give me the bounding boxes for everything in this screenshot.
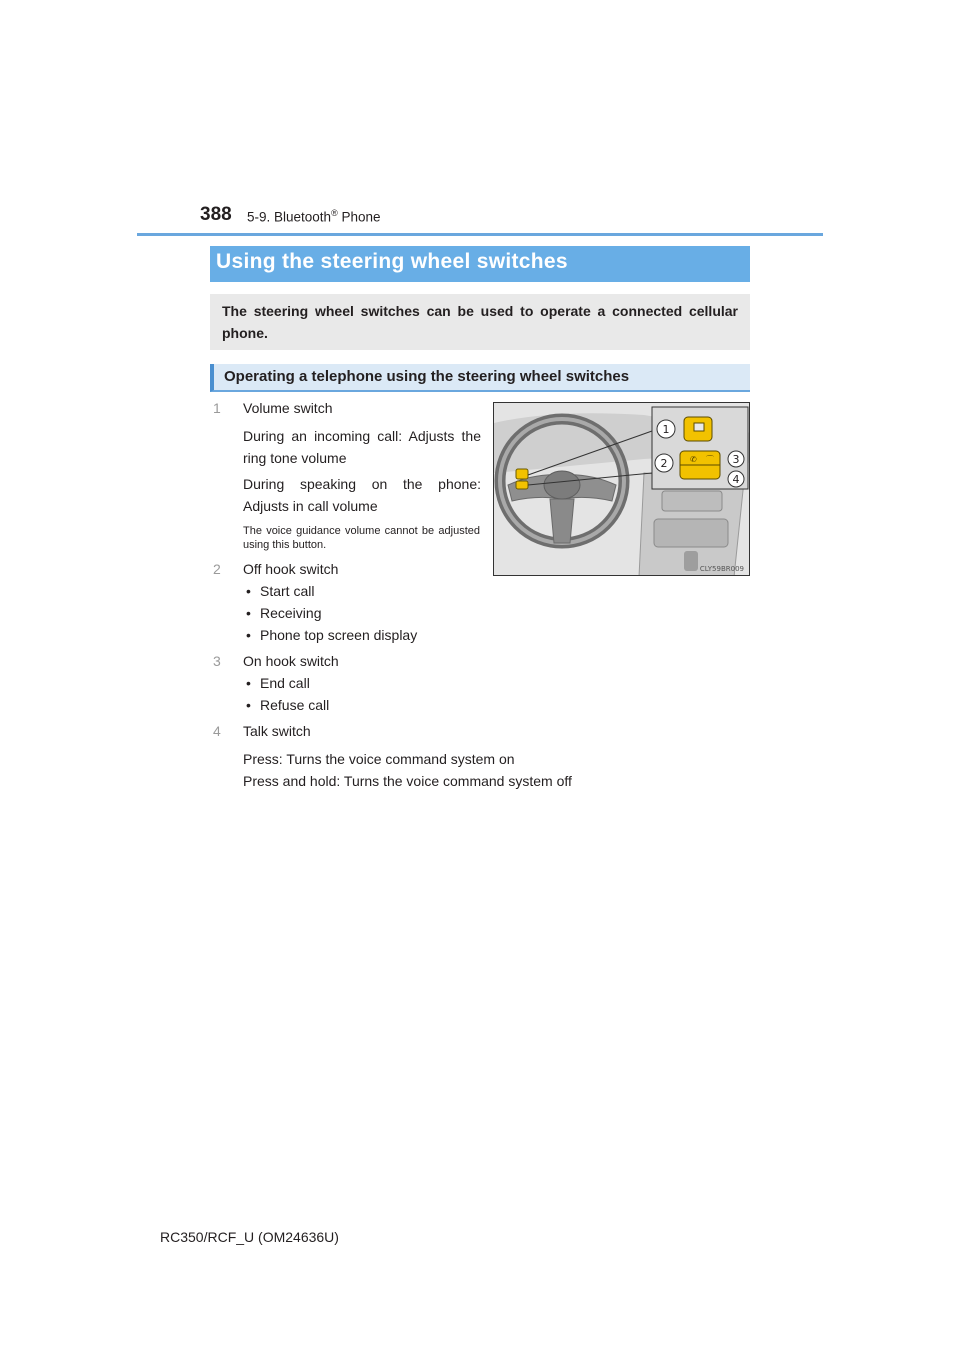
item-number-2: 2 [213, 561, 221, 577]
callout-3-label: 3 [732, 453, 740, 466]
callout-1-label: 1 [662, 423, 670, 436]
item-title-volume-switch: Volume switch [243, 400, 333, 416]
item-number-4: 4 [213, 723, 221, 739]
chapter-prefix: 5-9. Bluetooth [247, 209, 332, 225]
bullet-item: • Receiving [246, 605, 322, 621]
figure-code: CLY59BR009 [699, 565, 744, 573]
bullet-item: • Phone top screen display [246, 627, 418, 643]
bullet-item: • Refuse call [246, 697, 330, 713]
bullet-text: End call [260, 675, 310, 691]
console-vents [662, 491, 722, 511]
item-4-line-1: Press: Turns the voice command system on [243, 751, 515, 767]
intro-box [210, 294, 750, 350]
item-title-off-hook-switch: Off hook switch [243, 561, 339, 577]
registered-mark: ® [331, 208, 338, 218]
off-hook-glyph: ✆ [690, 455, 697, 464]
page-header [200, 204, 822, 234]
item-number-1: 1 [213, 400, 221, 416]
steering-wheel-lower-spoke [550, 499, 574, 543]
callout-4-label: 4 [732, 473, 740, 486]
item-1-note: The voice guidance volume cannot be adjusted using this button. [243, 525, 480, 551]
switch-highlight-lower [516, 481, 528, 489]
item-4-line-2: Press and hold: Turns the voice command system off [243, 773, 572, 789]
subsection-title: Operating a telephone using the steering wheel switches [224, 368, 630, 385]
bullet-text: Phone top screen display [260, 627, 418, 643]
inset-volume-mark [694, 423, 704, 431]
item-title-on-hook-switch: On hook switch [243, 653, 339, 669]
steering-wheel-drawing [494, 403, 750, 576]
chapter-title [247, 208, 381, 225]
item-1-line-1: During an incoming call: Adjusts the ring tone volume [243, 428, 481, 466]
section-title: Using the steering wheel switches [216, 250, 568, 273]
item-title-talk-switch: Talk switch [243, 723, 311, 739]
on-hook-glyph: ⌒ [706, 455, 714, 464]
page-number: 388 [200, 204, 232, 225]
bullet-text: Receiving [260, 605, 322, 621]
bullet-item: • Start call [246, 583, 315, 599]
section-title-bar [210, 246, 750, 282]
subsection-header [210, 364, 750, 392]
item-1-line-2: During speaking on the phone: Adjusts in call volume [243, 476, 481, 514]
item-number-3: 3 [213, 653, 221, 669]
intro-text: The steering wheel switches can be used to operate a connected cellular phone. [222, 303, 738, 341]
gear-shift [684, 551, 698, 571]
switch-highlight-upper [516, 469, 528, 479]
bullet-text: Start call [260, 583, 315, 599]
bullet-item: • End call [246, 675, 310, 691]
header-rule [137, 233, 823, 236]
bullet-text: Refuse call [260, 697, 330, 713]
steering-hub [544, 471, 580, 499]
footer-model: RC350/RCF_U (OM24636U) [160, 1229, 339, 1245]
console-controls [654, 519, 728, 547]
callout-2-label: 2 [660, 457, 668, 470]
steering-wheel-illustration [493, 402, 750, 576]
chapter-suffix: Phone [337, 209, 381, 225]
